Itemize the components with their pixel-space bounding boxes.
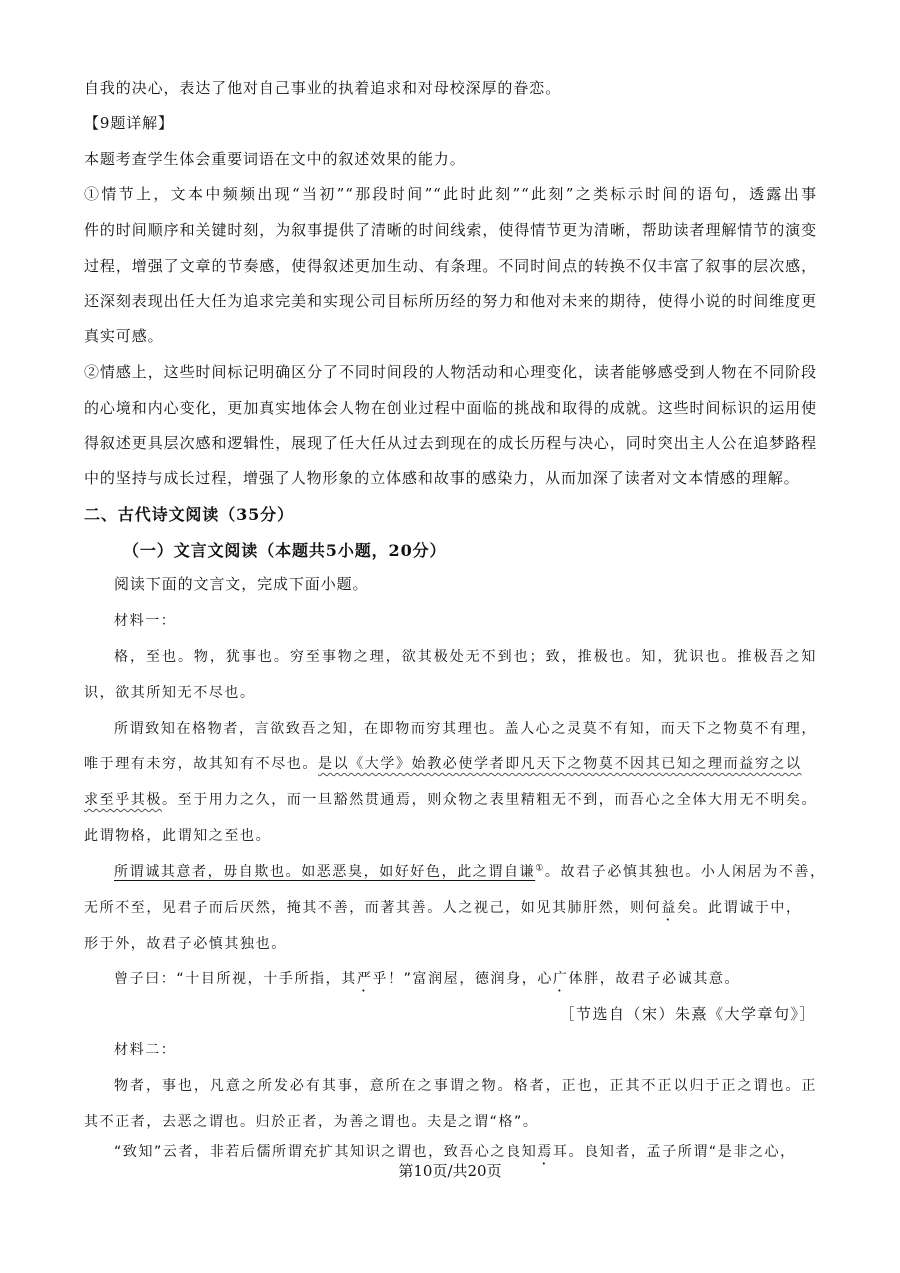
instruction-text: 阅读下面的文言文，完成下面小题。 [114,575,369,593]
text-line: 还深刻表现出任大任为追求完美和实现公司目标所历经的努力和他对未来的期待，使得小说的时间维度更 [84,292,817,310]
emphasized-char: 益 [661,900,677,916]
section-heading: 二、古代诗文阅读（35分） [84,505,294,524]
text-line: ①情节上，文本中频频出现“当初”“那段时间”“此时此刻”“此刻”之类标示时间的语句，透露出事 [84,185,817,203]
classical-text-line: 格，至也。物，犹事也。穷至事物之理，欲其极处无不到也；致，推极也。知，犹识也。推极吾之知 [114,649,817,665]
text-segment: 曾子曰：“十目所视，十手所指，其 [114,971,357,987]
emphasized-char: 严 [356,971,373,987]
text-segment: 乎！”富润屋，德润身，心 [372,971,553,987]
text-line: 自我的决心，表达了他对自己事业的执着追求和对母校深厚的眷恋。 [84,79,562,97]
text-line: 中的坚持与成长过程，增强了人物形象的立体感和故事的感染力，从而加深了读者对文本情感的理解。 [84,469,800,487]
text-segment: 无所不至，见君子而后厌然，掩其不善，而著其善。人之视己，如见其肺肝然，则何 [84,900,662,916]
text-segment: 耳。良知者，孟子所谓“是非之心， [552,1144,796,1160]
classical-text-line: 识，欲其所知无不尽也。 [84,685,256,701]
text-line: 得叙述更具层次感和逻辑性，展现了任大任从过去到现在的成长历程与决心，同时突出主人公在追梦路程 [84,434,817,452]
classical-text-line: 其不正者，去恶之谓也。归於正者，为善之谓也。夫是之谓“格”。 [84,1114,539,1130]
source-citation: ［节选自（宋）朱熹《大学章句》］ [559,1005,816,1023]
classical-text-line [114,861,826,881]
classical-text-line [84,897,802,924]
classical-text-line: 形于外，故君子必慎其独也。 [84,936,287,952]
text-segment: 唯于理有未穷，故其知有不尽也。 [84,756,318,772]
text-line: 本题考查学生体会重要词语在文中的叙述效果的能力。 [84,150,466,168]
classical-text-line [84,789,817,809]
text-line: 真实可感。 [84,327,164,345]
question-heading: 【9题详解】 [84,114,174,132]
text-segment: 体胖，故君子必诚其意。 [568,971,741,987]
text-line: 过程，增强了文章的节奏感，使得叙述更加生动、有条理。不同时间点的转换不仅丰富了叙事的层次感， [84,257,817,275]
text-line: 件的时间顺序和关键时刻，为叙事提供了清晰的时间线索，使得情节更为清晰，帮助读者理解情节的演变 [84,221,817,239]
footnote-marker: ① [535,863,545,874]
text-line: ②情感上，这些时间标记明确区分了不同时间段的人物活动和心理变化，读者能够感受到人物在不同阶段 [84,363,817,381]
classical-text-line: 物者，事也，凡意之所发必有其事，意所在之事谓之物。格者，正也，正其不正以归于正之谓也。正 [114,1078,817,1094]
underlined-text: 所谓诚其意者，毋自欺也。如恶恶臭，如好好色，此之谓自谦 [114,864,536,880]
text-segment: 矣。此谓诚于中， [676,900,802,916]
subsection-heading: （一）文言文阅读（本题共5小题，20分） [123,541,447,560]
text-line: 的心境和内心变化，更加真实地体会人物在创业过程中面临的挑战和取得的成就。这些时间标识的运用使 [84,399,817,417]
text-segment: “致知”云者，非若后儒所谓充扩其知识之谓也，致吾心之良知 [114,1144,538,1160]
material-label: 材料二： [114,1042,177,1058]
text-segment: 。至于用力之久，而一旦豁然贯通焉，则众物之表里精粗无不到，而吾心之全体大用无不明矣。 [162,792,818,808]
text-segment: 。故君子必慎其独也。小人闲居为不善， [544,864,826,880]
classical-text-line: 所谓致知在格物者，言欲致吾之知，在即物而穷其理也。盖人心之灵莫不有知，而天下之物莫不有理， [114,721,817,737]
emphasized-char: 焉 [537,1144,553,1160]
classical-text-line: 此谓物格，此谓知之至也。 [84,828,272,844]
material-label: 材料一： [114,613,177,629]
classical-text-line [114,968,740,995]
classical-text-line [84,753,802,773]
page-footer: 第10页/共20页 [398,1162,502,1180]
wavy-underlined-text: 求至乎其极 [84,792,162,808]
emphasized-char: 广 [552,971,569,987]
wavy-underlined-text: 是以《大学》始教必使学者即凡天下之物莫不因其已知之理而益穷之以 [318,756,802,772]
